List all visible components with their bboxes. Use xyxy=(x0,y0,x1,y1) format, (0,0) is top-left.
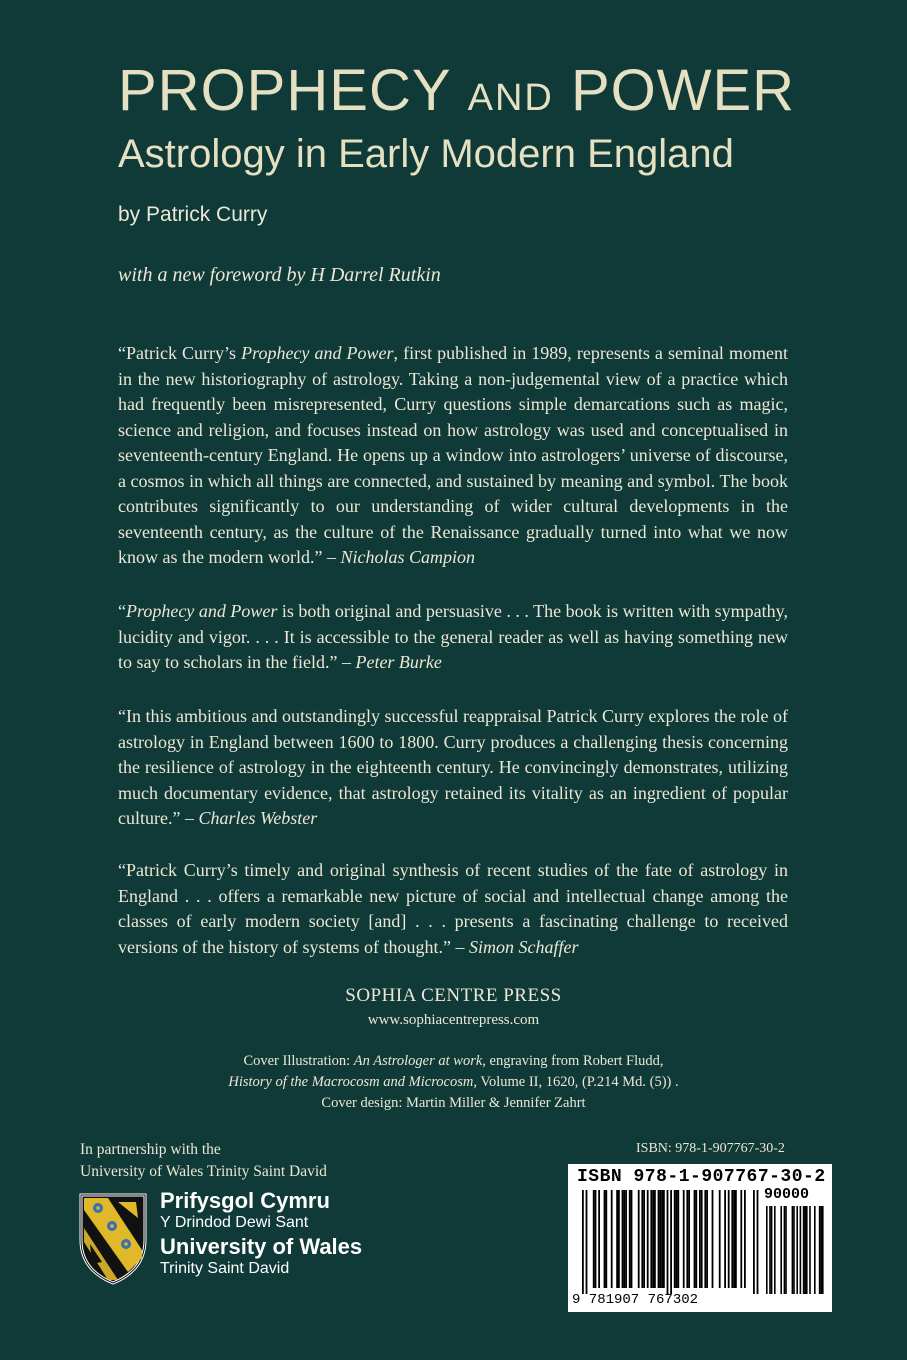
review-quote-webster xyxy=(118,704,788,832)
barcode-bar xyxy=(605,1190,607,1288)
university-shield-icon xyxy=(78,1192,148,1286)
barcode-bar xyxy=(598,1190,600,1288)
barcode-bar xyxy=(753,1190,755,1294)
barcode-bar xyxy=(733,1190,735,1288)
barcode-isbn-text: ISBN 978-1-907767-30-2 xyxy=(577,1167,826,1187)
quote-body: , first published in 1989, represents a seminal moment in the new historiography of astrology. Taking a non-judgemental view of a practice which had frequently been misrepresented, Curry questions simple demarcations such as magic, science and religion, and focuses instead on how astrology was used and conceptualised in seventeenth-century England. He opens up a window into astrologers’ universe of discourse, a cosmos in which all things are connected, and sustained by meaning and symbol. The book contributes significantly to our understanding of wider cultural developments in the seventeenth century, as the culture of the Renaissance gradually turned into what we now know as the modern world.” – xyxy=(118,343,788,567)
barcode-bar xyxy=(641,1190,643,1288)
barcode-addon-bar xyxy=(819,1206,821,1294)
barcode-bar xyxy=(677,1190,679,1288)
barcode-bar xyxy=(728,1190,730,1288)
barcode-bar xyxy=(658,1190,660,1288)
review-quote-schaffer xyxy=(118,858,788,960)
barcode-addon-bar xyxy=(814,1206,816,1294)
barcode-addon-bar xyxy=(803,1206,805,1294)
isbn-label: ISBN: 978-1-907767-30-2 xyxy=(636,1141,785,1156)
barcode-bar xyxy=(686,1190,688,1288)
foreword-credit: with a new foreword by H Darrel Rutkin xyxy=(118,264,441,286)
quote-book-title: Prophecy and Power xyxy=(126,601,278,621)
barcode-bar xyxy=(654,1190,656,1288)
barcode-bar xyxy=(616,1190,618,1288)
book-author: by Patrick Curry xyxy=(118,203,268,226)
barcode-addon-bar xyxy=(804,1206,806,1294)
cover-credits xyxy=(0,1051,907,1114)
barcode-bar xyxy=(638,1190,640,1288)
publisher-url: www.sophiacentrepress.com xyxy=(367,1012,540,1028)
barcode-addon-bar xyxy=(792,1206,794,1294)
barcode-bar xyxy=(582,1190,584,1294)
barcode-bar xyxy=(695,1190,697,1288)
barcode-bar xyxy=(661,1190,663,1288)
publisher-name: SOPHIA CENTRE PRESS xyxy=(345,985,562,1006)
barcode-bar xyxy=(731,1190,733,1288)
barcode-bar xyxy=(650,1190,652,1288)
barcode-bar xyxy=(618,1190,620,1288)
barcode-bar xyxy=(643,1190,645,1288)
barcode-addon-bar xyxy=(780,1206,782,1294)
review-quote-burke xyxy=(118,599,788,676)
barcode-bar xyxy=(674,1190,676,1288)
barcode-addon-bar xyxy=(796,1206,798,1294)
partnership-line-1: In partnership with the xyxy=(80,1141,221,1158)
barcode-bar xyxy=(724,1190,726,1288)
barcode-bar xyxy=(706,1190,708,1288)
quote-body: is both original and persuasive . . . The book is written with sympathy, lucidity and vigor. . . . It is accessible to the general reader as well as having something new to say to scholars in the field.” – xyxy=(118,601,788,672)
barcode-bar xyxy=(622,1190,624,1288)
barcode-bar xyxy=(757,1190,759,1294)
barcode-addon-bar xyxy=(806,1206,808,1294)
barcode-bar xyxy=(670,1190,672,1294)
barcode-addon-bar xyxy=(769,1206,771,1294)
barcode-bar xyxy=(719,1190,721,1288)
illustration-credit xyxy=(0,1051,907,1072)
barcode-bar xyxy=(629,1190,631,1288)
barcode-bar xyxy=(593,1190,595,1288)
logo-line-4: Trinity Saint David xyxy=(160,1260,290,1277)
history-suffix: , Volume II, 1620, (P.214 Md. (5)) . xyxy=(473,1074,679,1090)
logo-line-2: Y Drindod Dewi Sant xyxy=(160,1214,309,1231)
barcode xyxy=(568,1164,832,1312)
illustration-prefix: Cover Illustration: xyxy=(243,1053,354,1069)
book-title xyxy=(118,58,796,123)
barcode-addon-bar xyxy=(774,1206,776,1294)
barcode-addon-bar xyxy=(766,1206,768,1294)
barcode-addon-bar xyxy=(800,1206,802,1294)
barcode-addon-bar xyxy=(784,1206,786,1294)
barcode-bar xyxy=(631,1190,633,1288)
barcode-bar xyxy=(625,1190,627,1288)
barcode-bar xyxy=(683,1190,685,1288)
title-word-power: POWER xyxy=(570,58,796,123)
quote-attribution: Simon Schaffer xyxy=(468,936,579,957)
barcode-addon-bar xyxy=(771,1206,773,1294)
review-quote-campion xyxy=(118,341,788,571)
barcode-addon-bar xyxy=(785,1206,787,1294)
barcode-bar xyxy=(712,1190,714,1288)
quote-body: “In this ambitious and outstandingly successful reappraisal Patrick Curry explores the role of astrology in England between 1600 to 1800. Curry produces a challenging thesis concerning the resilience of astrology in the eighteenth century. He convincingly demonstrates, utilizing much documentary evidence, that astrology retained its vitality as an ingredient of popular culture.” – xyxy=(118,706,788,828)
barcode-addon-bar xyxy=(822,1206,824,1294)
barcode-bar xyxy=(647,1190,649,1288)
barcode-bar xyxy=(586,1190,588,1294)
barcode-bar xyxy=(701,1190,703,1288)
barcode-bar xyxy=(694,1190,696,1288)
barcode-bar xyxy=(623,1190,625,1288)
barcode-bar xyxy=(676,1190,678,1288)
history-credit xyxy=(0,1072,907,1093)
title-word-and: AND xyxy=(467,77,554,119)
quote-body: “Patrick Curry’s timely and original synthesis of recent studies of the fate of astrology in England . . . offers a remarkable new picture of social and intellectual change among the classes of early modern society [and] . . . presents a fascinating challenge to received versions of the history of systems of thought.” – xyxy=(118,860,788,957)
barcode-bar xyxy=(652,1190,654,1288)
barcode-bar xyxy=(744,1190,746,1288)
quote-open: “ xyxy=(118,601,126,621)
barcode-bar xyxy=(659,1190,661,1288)
quote-attribution: Charles Webster xyxy=(198,808,318,828)
illustration-suffix: , engraving from Robert Fludd, xyxy=(482,1053,664,1069)
barcode-addon-number: 90000 xyxy=(764,1186,810,1203)
quote-attribution: Peter Burke xyxy=(355,652,442,672)
title-word-prophecy: PROPHECY xyxy=(118,58,451,123)
barcode-bar xyxy=(740,1190,742,1288)
barcode-bar xyxy=(604,1190,606,1288)
barcode-addon-bar xyxy=(793,1206,795,1294)
logo-line-1: Prifysgol Cymru xyxy=(160,1188,330,1213)
barcode-bar xyxy=(611,1190,613,1288)
barcode-bar xyxy=(667,1190,669,1294)
logo-line-3: University of Wales xyxy=(160,1234,363,1259)
book-subtitle: Astrology in Early Modern England xyxy=(118,132,734,176)
barcode-bar xyxy=(704,1190,706,1288)
barcode-bar xyxy=(735,1190,737,1288)
illustration-title: An Astrologer at work xyxy=(353,1053,483,1069)
quote-book-title: Prophecy and Power xyxy=(241,343,394,363)
partnership-line-2: University of Wales Trinity Saint David xyxy=(80,1163,327,1180)
barcode-addon-bar xyxy=(820,1206,822,1294)
quote-attribution: Nicholas Campion xyxy=(340,547,475,567)
barcode-bar xyxy=(699,1190,701,1288)
partnership-text xyxy=(80,1139,327,1183)
quote-open: “Patrick Curry’s xyxy=(118,343,242,363)
barcode-digits: 9 781907 767302 xyxy=(572,1292,699,1308)
barcode-addon-bar xyxy=(809,1206,811,1294)
barcode-bar xyxy=(595,1190,597,1288)
design-credit: Cover design: Martin Miller & Jennifer Zahrt xyxy=(321,1095,586,1111)
barcode-bar xyxy=(688,1190,690,1288)
university-logo-text xyxy=(160,1190,362,1277)
barcode-bar xyxy=(663,1190,665,1288)
history-title: History of the Macrocosm and Microcosm xyxy=(228,1074,474,1090)
